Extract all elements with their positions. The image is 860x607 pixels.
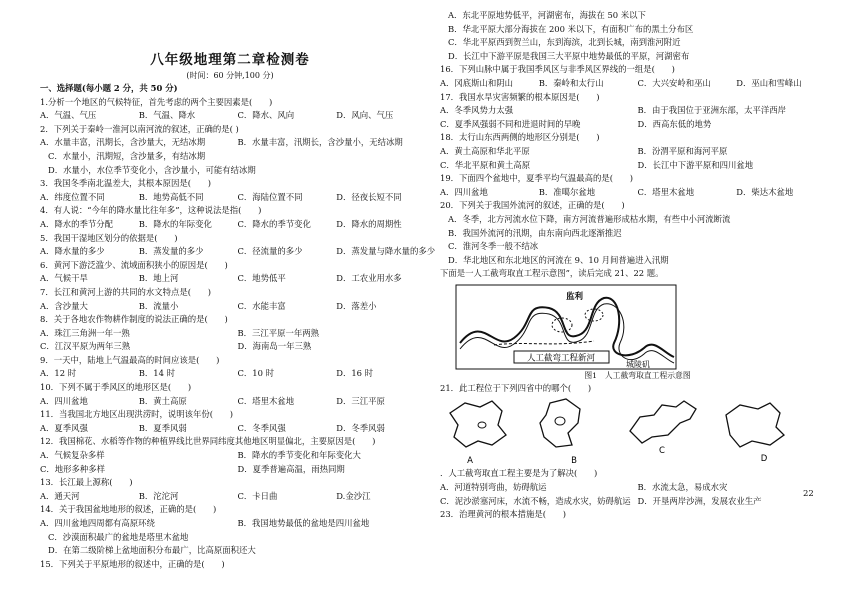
- option-row: [440, 77, 835, 91]
- question-text: 19．下面四个盆地中，夏季平均气温最高的是( ): [440, 173, 634, 184]
- option-text: D．柴达木盆地: [736, 186, 794, 197]
- option-text: A．夏季风强: [40, 422, 88, 433]
- option-text: C．地势低平: [237, 273, 286, 284]
- option-row: [40, 367, 435, 381]
- option-text: A．东北平原地势低平，河湖密布，海拔在 50 米以下: [448, 10, 646, 20]
- question-text: 10．下列不属于季风区的地形区是( ): [40, 382, 192, 393]
- option-text: B．由于我国位于亚洲东部，太平洋西岸: [637, 105, 787, 116]
- map-label-d: D: [760, 454, 768, 465]
- option-text: B．蒸发量的多少: [138, 246, 204, 257]
- question-text: 11．当我国北方地区出现洪涝时，说明该年份( ): [40, 409, 234, 420]
- option-text: B．三江平原一年两熟: [237, 327, 320, 338]
- option-text: D．冬季风弱: [336, 422, 385, 433]
- option-text: C．泥沙淤塞河床，水流不畅，造成水灾，妨碍航运: [440, 495, 631, 506]
- province-c-shape: [630, 401, 696, 443]
- option-text: D．蒸发量与降水量的多少: [336, 246, 436, 257]
- option-text: B．地上河: [138, 273, 179, 284]
- option-text: C．地形多种多样: [40, 463, 106, 474]
- option-text: D．工农业用水多: [336, 273, 402, 284]
- option-text: B．华北平原大部分海拔在 200 米以下，有面积广布的黑土分布区: [448, 23, 694, 34]
- question-text: 20．下列关于我国外流河的叙述，正确的是( ): [440, 200, 625, 211]
- option-row: [40, 245, 435, 259]
- option-text: A．12 时: [40, 368, 77, 379]
- meander-diagram-svg: [454, 283, 714, 371]
- question-text: 15．下列关于平原地形的叙述中，正确的是( ): [40, 558, 225, 569]
- meander-diagram: [440, 281, 835, 369]
- option-row: [40, 490, 435, 504]
- option-text: B．水流太急，易成水灾: [637, 482, 728, 493]
- option-text: C．江汉平原为两年三熟: [40, 341, 131, 352]
- option-text: B．沱沱河: [138, 490, 179, 501]
- question-text: 13．长江最上源称( ): [40, 477, 133, 488]
- option-text: C．沙漠面积最广的盆地是塔里木盆地: [48, 531, 189, 542]
- option-text: C．卡日曲: [237, 490, 278, 501]
- option-row: [40, 517, 435, 531]
- option-text: C．大兴安岭和巫山: [637, 77, 711, 88]
- question-text: 6．黄河下游泛滥少、流域面积狭小的原因是( ): [40, 259, 228, 270]
- section-heading: 一、选择题(每小题 2 分，共 50 分): [40, 83, 178, 93]
- option-row: [440, 118, 835, 132]
- right-column: [440, 9, 835, 522]
- option-text: C．冬季风强: [237, 422, 286, 433]
- question-text: 7．长江和黄河上游的共同的水文特点是( ): [40, 286, 211, 297]
- option-text: C．塔里木盆地: [637, 186, 695, 197]
- option-text: B．地势高低不同: [138, 191, 204, 202]
- option-text: C．夏季风强弱不同和进退时间的早晚: [440, 118, 581, 129]
- question-text: 9．一天中，陆地上气温最高的时间应该是( ): [40, 354, 220, 365]
- question-text: 1.分析一个地区的气候特征，首先考虑的两个主要因素是( ): [40, 96, 273, 107]
- option-row: [40, 395, 435, 409]
- question-text: 17．我国水旱灾害频繁的根本原因是( ): [440, 91, 600, 102]
- option-text: D．水量小，水位季节变化小，含沙量小，可能有结冰期: [48, 164, 256, 175]
- option-text: D．夏季普遍高温，雨热同期: [237, 463, 345, 474]
- page-number: 22: [803, 489, 814, 499]
- right-questions-bottom: [440, 467, 835, 521]
- option-text: D．三江平原: [336, 395, 385, 406]
- chenglingji-label: 城陵矶: [626, 359, 650, 369]
- option-text: A．河道特别弯曲，妨碍航运: [440, 482, 547, 493]
- question-text: ．人工截弯取直工程主要是为了解决( ): [440, 468, 598, 479]
- option-text: B．我国地势最低的盆地是四川盆地: [237, 518, 370, 528]
- option-text: A．通天河: [40, 490, 80, 501]
- option-text: D.金沙江: [336, 490, 371, 501]
- option-text: C．海陆位置不同: [237, 191, 303, 202]
- option-text: B．秦岭和太行山: [538, 77, 604, 88]
- option-text: A．黄土高原和华北平原: [440, 145, 530, 156]
- option-text: B．夏季风弱: [138, 422, 187, 433]
- option-text: D．风向、气压: [336, 110, 394, 121]
- option-text: A．水量丰富，汛期长，含沙量大，无结冰期: [40, 137, 206, 148]
- question-text: 5．我国干湿地区划分的依据是( ): [40, 232, 178, 243]
- option-text: D．在第二级阶梯上盆地面积分布最广，比高原面积还大: [48, 545, 256, 556]
- option-text: D．海南岛一年三熟: [237, 341, 312, 352]
- option-text: A．气温、气压: [40, 110, 97, 121]
- option-text: A．气候复杂多样: [40, 450, 105, 461]
- option-text: A．降水量的多少: [40, 246, 105, 257]
- question-text: 4．有人说：“今年的降水量比往年多”，这种说法是指( ): [40, 205, 262, 216]
- option-text: B．我国外流河的汛期，由东南向西北逐渐推迟: [448, 227, 622, 238]
- option-text: D．16 时: [336, 368, 374, 379]
- option-text: C．水量小，汛期短，含沙量多，有结冰期: [48, 150, 206, 161]
- option-text: A．四川盆地四周都有高原环绕: [40, 518, 155, 528]
- option-text: C．水能丰富: [237, 300, 286, 311]
- exam-subtitle: (时间：60 分钟,100 分): [186, 71, 274, 80]
- option-text: C．降水、风向: [237, 110, 295, 121]
- question-text: 12．我国棉花、水稻等作物的种植界线比世界同纬度其他地区明显偏北，主要原因是( ): [40, 436, 376, 447]
- province-outlines: [440, 395, 810, 465]
- option-text: B．汾渭平原和海河平原: [637, 145, 728, 156]
- option-text: B．水量丰富，汛期长，含沙量小，无结冰期: [237, 137, 403, 148]
- new-channel-label: 人工截弯工程新河: [526, 353, 596, 364]
- option-text: D．华北地区和东北地区的河流在 9、10 月间普遍进入汛期: [448, 254, 669, 265]
- option-text: A．气候干旱: [40, 273, 88, 284]
- option-row: [40, 109, 435, 123]
- figure-caption: 图1 人工截弯取直工程示意图: [584, 370, 691, 380]
- option-text: A．含沙量大: [40, 300, 88, 311]
- option-row: [440, 104, 835, 118]
- option-row: [40, 191, 435, 205]
- option-text: B．黄土高原: [138, 395, 187, 406]
- question-text: 21．此工程位于下列四省中的哪个( ): [440, 382, 592, 393]
- left-questions: [40, 96, 435, 572]
- option-row: [40, 463, 435, 477]
- option-text: D．西高东低的地势: [637, 118, 712, 129]
- option-row: [440, 481, 835, 495]
- option-text: C．径流量的多少: [237, 246, 303, 257]
- option-row: [440, 145, 835, 159]
- option-text: A．珠江三角洲一年一熟: [40, 327, 130, 338]
- option-row: [40, 449, 435, 463]
- option-text: D．落差小: [336, 300, 377, 311]
- option-row: [40, 272, 435, 286]
- right-questions-top: [440, 9, 835, 281]
- option-row: [440, 495, 835, 509]
- question-21: [440, 382, 835, 396]
- option-row: [40, 300, 435, 314]
- option-text: B．气温、降水: [138, 110, 196, 121]
- option-text: D．长江中下游平原是我国三大平原中地势最低的平原，河湖密布: [448, 50, 690, 61]
- option-text: B．准噶尔盆地: [538, 186, 596, 197]
- question-text: 下面是一人工截弯取直工程示意图”，读后完成 21、22 题。: [440, 268, 664, 279]
- option-text: D．开垦两岸沙洲，发展农业生产: [637, 495, 762, 506]
- question-text: 18．太行山东西两侧的地形区分别是( ): [440, 132, 600, 143]
- map-label-b: B: [571, 456, 577, 466]
- option-text: C．华北平原西到贺兰山，东到海滨，北到长城，南到淮河附近: [448, 37, 681, 48]
- option-text: A．降水的季节分配: [40, 218, 114, 229]
- option-row: [440, 186, 835, 200]
- province-d-shape: [726, 403, 784, 447]
- map-label-a: A: [467, 456, 473, 466]
- option-text: A．冬季风势力太强: [440, 105, 514, 116]
- question-text: 3．我国冬季南北温差大，其根本原因是( ): [40, 178, 211, 189]
- exam-title: 八年级地理第二章检测卷: [150, 52, 310, 68]
- option-text: D．径夜长短不同: [336, 191, 402, 202]
- option-text: C．华北平原和黄土高原: [440, 159, 531, 170]
- jianli-label: 监利: [566, 291, 584, 302]
- map-label-c: C: [659, 446, 665, 457]
- province-maps: [440, 395, 835, 467]
- option-text: A．四川盆地: [40, 395, 88, 406]
- option-text: D．巫山和雪峰山: [736, 77, 802, 88]
- left-column: [40, 52, 435, 571]
- option-text: C．塔里木盆地: [237, 395, 295, 406]
- option-text: A．冈底斯山和阴山: [440, 77, 514, 88]
- option-text: D．长江中下游平原和四川盆地: [637, 159, 754, 170]
- option-text: A．纬度位置不同: [40, 191, 105, 202]
- question-text: 16．下列山脉中属于我国季风区与非季风区界线的一组是( ): [440, 64, 675, 75]
- question-text: 23．治理黄河的根本措施是( ): [440, 509, 567, 520]
- option-text: B．降水的季节变化和年际变化大: [237, 450, 361, 461]
- option-text: A．四川盆地: [440, 186, 488, 197]
- option-text: A．冬季，北方河流水位下降，南方河流普遍形成枯水期，有些中小河流断流: [448, 213, 731, 224]
- option-row: [440, 159, 835, 173]
- option-row: [40, 422, 435, 436]
- option-text: B．14 时: [138, 368, 175, 379]
- option-row: [40, 136, 435, 150]
- option-text: C．降水的季节变化: [237, 218, 311, 229]
- option-text: C．10 时: [237, 368, 274, 379]
- option-text: D．降水的周期性: [336, 218, 402, 229]
- option-row: [40, 340, 435, 354]
- option-row: [40, 218, 435, 232]
- question-text: 2．下列关于秦岭一淮河以南河流的叙述，正确的是( ): [40, 123, 239, 134]
- option-text: B．降水的年际变化: [138, 218, 212, 229]
- option-text: B．流量小: [138, 300, 179, 311]
- option-row: [40, 327, 435, 341]
- question-text: 14．关于我国盆地地形的叙述，正确的是( ): [40, 504, 217, 515]
- option-text: C．淮河冬季一般不结冰: [448, 241, 539, 252]
- question-text: 8．关于各地农作物耕作制度的说法正确的是( ): [40, 314, 228, 325]
- province-b-shape: [540, 399, 580, 447]
